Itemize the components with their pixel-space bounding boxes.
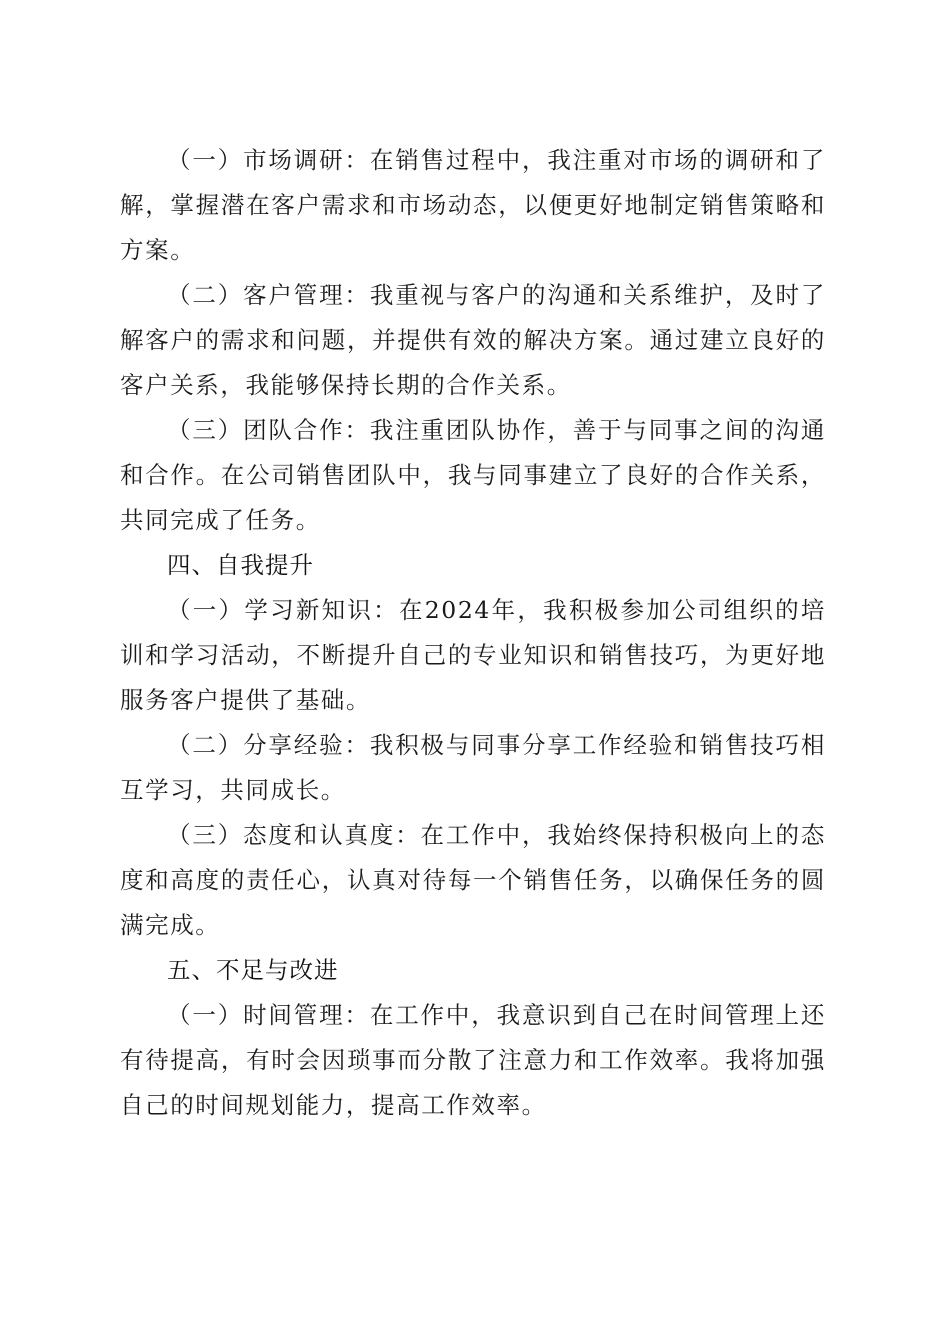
paragraph-attitude: （三）态度和认真度：在工作中，我始终保持积极向上的态度和高度的责任心，认真对待每一个销售任务，以确保任务的圆满完成。 <box>120 821 826 939</box>
paragraph-sharing-experience: （二）分享经验：我积极与同事分享工作经验和销售技巧相互学习，共同成长。 <box>120 731 826 804</box>
paragraph-teamwork: （三）团队合作：我注重团队协作，善于与同事之间的沟通和合作。在公司销售团队中，我与同事建立了良好的合作关系，共同完成了任务。 <box>120 416 826 534</box>
document-body <box>120 138 826 1128</box>
paragraph-market-research: （一）市场调研：在销售过程中，我注重对市场的调研和了解，掌握潜在客户需求和市场动态，以便更好地制定销售策略和方案。 <box>120 146 826 264</box>
section-heading-shortcomings: 五、不足与改进 <box>167 956 339 984</box>
paragraph-learning: （一）学习新知识：在2024年，我积极参加公司组织的培训和学习活动，不断提升自己的专业知识和销售技巧，为更好地服务客户提供了基础。 <box>120 596 826 714</box>
section-heading-self-improvement: 四、自我提升 <box>167 551 314 579</box>
paragraph-customer-management: （二）客户管理：我重视与客户的沟通和关系维护，及时了解客户的需求和问题，并提供有效的解决方案。通过建立良好的客户关系，我能够保持长期的合作关系。 <box>120 281 826 399</box>
paragraph-time-management: （一）时间管理：在工作中，我意识到自己在时间管理上还有待提高，有时会因琐事而分散了注意力和工作效率。我将加强自己的时间规划能力，提高工作效率。 <box>120 1001 826 1119</box>
